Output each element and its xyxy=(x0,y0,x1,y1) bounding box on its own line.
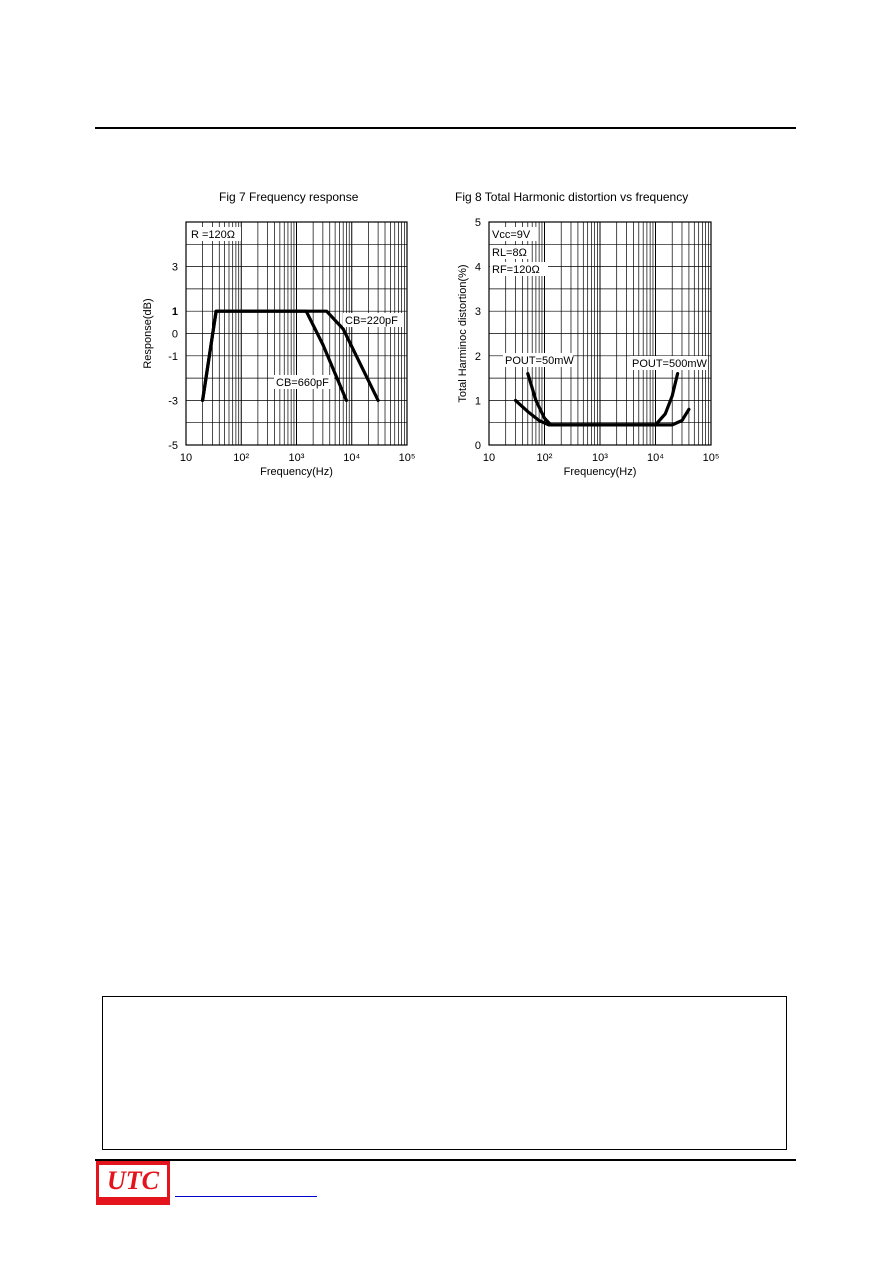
charts-canvas xyxy=(0,0,892,520)
fig7-title: Fig 7 Frequency response xyxy=(219,190,359,204)
info-box xyxy=(102,996,787,1150)
fig8-condition-vcc: Vcc=9V xyxy=(492,229,531,241)
fig8-x-tick-label: 10⁴ xyxy=(647,452,664,464)
fig7-x-tick-label: 10² xyxy=(233,452,250,464)
fig8-title: Fig 8 Total Harmonic distortion vs frequency xyxy=(455,190,689,204)
fig7-y-tick-label: 3 xyxy=(171,261,178,274)
fig8-y-tick-label: 2 xyxy=(474,350,481,363)
fig7-y-tick-label: -3 xyxy=(168,395,178,408)
fig8-condition-rf: RF=120Ω xyxy=(492,264,540,276)
fig8-y-tick-label: 1 xyxy=(474,395,481,408)
fig7-x-tick-label: 10³ xyxy=(288,452,305,464)
fig7-x-tick-label: 10 xyxy=(179,452,193,464)
fig7-annotation: R =120Ω xyxy=(191,229,235,241)
logo-panel xyxy=(99,1165,167,1197)
fig8-x-tick-label: 10³ xyxy=(592,452,608,464)
fig7-series-2-label: CB=220pF xyxy=(345,315,398,327)
utc-logo xyxy=(96,1161,170,1205)
footer-rule xyxy=(95,1159,796,1161)
fig7-x-axis-label: Frequency(Hz) xyxy=(260,466,333,478)
fig8-condition-rl: RL=8Ω xyxy=(492,247,527,259)
fig8-x-tick-label: 10⁵ xyxy=(702,452,720,464)
footer-link-underline[interactable] xyxy=(175,1196,317,1197)
fig8-x-tick-label: 10 xyxy=(482,452,496,464)
fig7-y-tick-label: 0 xyxy=(171,328,178,341)
fig7-y-tick-label: -1 xyxy=(168,350,178,363)
fig8-series-1-label: POUT=50mW xyxy=(505,355,574,367)
fig8-y-tick-label: 3 xyxy=(474,306,481,319)
logo-text: UTC xyxy=(107,1166,159,1195)
fig8-x-axis-label: Frequency(Hz) xyxy=(563,466,637,478)
fig8-series-2-label: POUT=500mW xyxy=(632,358,707,370)
fig7-y-axis-label: Response(dB) xyxy=(142,298,154,369)
fig7-y-tick-label: -5 xyxy=(168,440,178,452)
fig7-x-tick-label: 10⁵ xyxy=(398,452,416,464)
fig8-x-tick-label: 10² xyxy=(536,452,553,464)
fig8-y-tick-label: 5 xyxy=(474,217,481,229)
fig8-y-tick-label: 4 xyxy=(474,261,481,274)
fig7-x-tick-label: 10⁴ xyxy=(343,452,361,464)
fig8-y-tick-label: 0 xyxy=(474,440,481,452)
fig7-series-1-label: CB=660pF xyxy=(276,377,329,389)
fig8-y-axis-label: Total Harminoc distortion(%) xyxy=(457,264,469,403)
fig7-y-tick-label: 1 xyxy=(171,306,178,319)
